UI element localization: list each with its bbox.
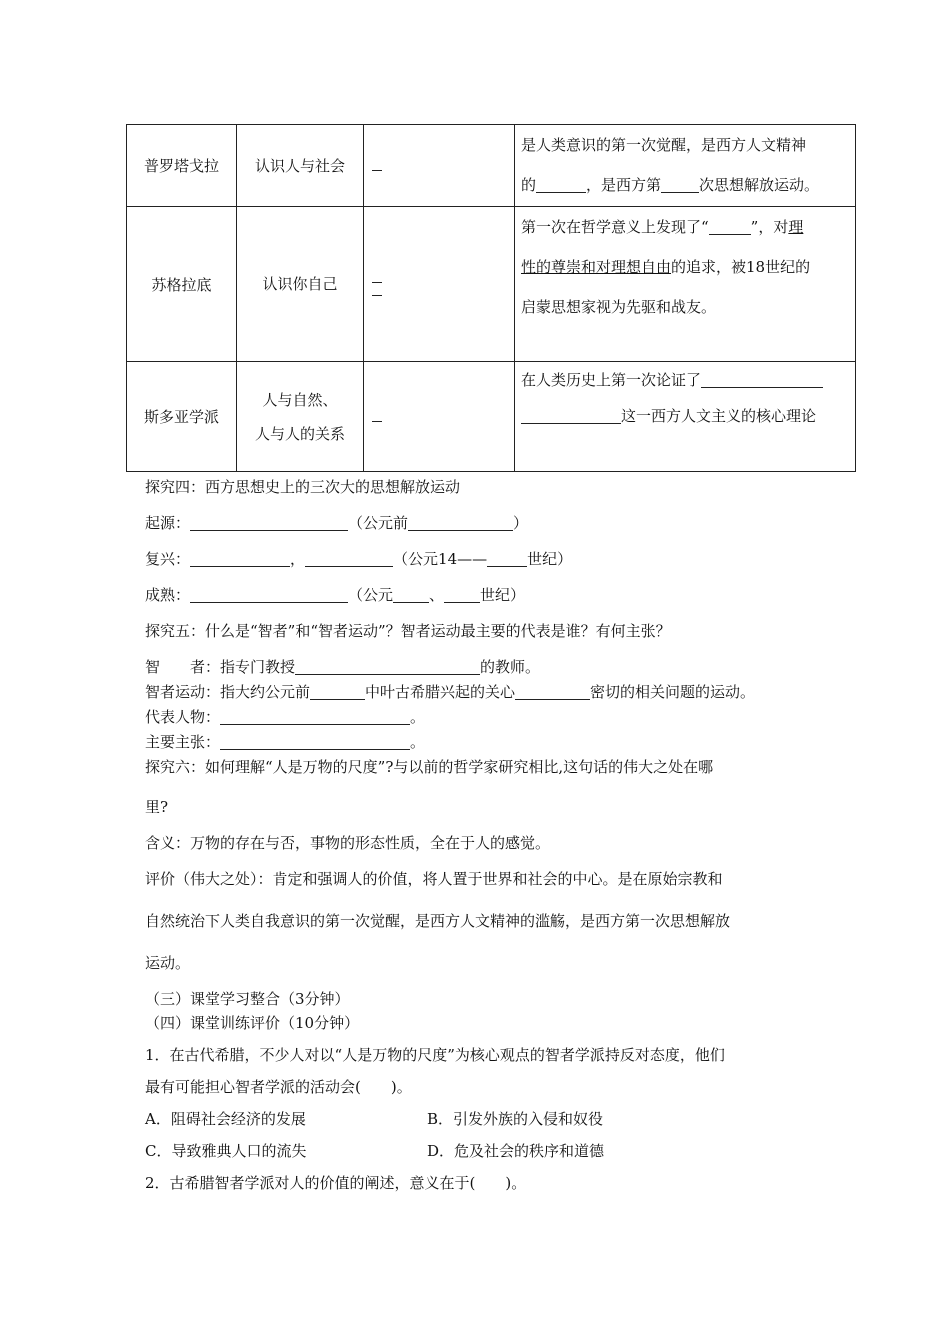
fill-blank (444, 587, 480, 603)
fill-blank (310, 684, 365, 700)
significance-cell: 第一次在哲学意义上发现了“ ”，对理 性的尊崇和对理想自由的追求，被18世纪的 启蒙思想家视为先驱和战友。 (515, 207, 856, 362)
evaluation-text: 评价（伟大之处）：肯定和强调人的价值，将人置于世界和社会的中心。是在原始宗教和 (145, 870, 723, 888)
document-page: 普罗塔戈拉 认识人与社会 是人类意识的第一次觉醒，是西方人文精神 的 ，是西方第 次思想解放运动。 苏格拉底 认识你自己 第一次在哲学意义上发现了“ ”，对理 性的尊崇和对理想自由的追求，被18世纪的 启蒙思想家视为先驱和战友。 斯多亚学派 人与自然、 人与人的关系 在人类历史上第一次论证了 这一西方人文主义的核心理论 探究四：西方思想史上的三次大的思想解放运动 起源： （公元前 ） 复兴： ， （公元14—— 世纪） 成熟： （公元 、 世纪） 探究五：什么是“智者”和“智者运动”？智者运动最主要的代表是谁？有何主张？ 智 者：指专门教授 的教师。 智者运动：指大约公元前 中叶古希腊兴起的关心 密切的相关问题的运动。 代表人物： 。 主要主张： 。 探究六：如何理解“人是万物的尺度”?与以前的哲学家研究相比,这句话的伟大之处在哪 里? 含义：万物的存在与否，事物的形态性质，全在于人的感觉。 评价（伟大之处）：肯定和强调人的价值，将人置于世界和社会的中心。是在原始宗教和 自然统治下人类自我意识的第一次觉醒，是西方人文精神的滥觞，是西方第一次思想解放 运动。 （三）课堂学习整合（3分钟） （四）课堂训练评价（10分钟） 1．在古代希腊，不少人对以“人是万物的尺度”为核心观点的智者学派持反对态度，他们 最有可能担心智者学派的活动会( )。 A．阻碍社会经济的发展 B．引发外族的入侵和奴役 C．导致雅典人口的流失 D．危及社会的秩序和道德 2．古希腊智者学派对人的价值的阐述，意义在于( )。 (0, 0, 950, 1344)
philosopher-name: 苏格拉底 (127, 207, 237, 362)
section4-title: 探究四：西方思想史上的三次大的思想解放运动 (145, 478, 461, 496)
revival-line: 复兴： ， （公元14—— 世纪） (145, 550, 573, 568)
fill-blank (661, 177, 699, 193)
significance-cell: 在人类历史上第一次论证了 这一西方人文主义的核心理论 (515, 362, 856, 472)
fill-blank (408, 515, 513, 531)
table-row (127, 125, 856, 207)
option-b: B．引发外族的入侵和奴役 (427, 1110, 604, 1128)
short-blank (372, 273, 382, 283)
section6-title: 探究六：如何理解“人是万物的尺度”?与以前的哲学家研究相比,这句话的伟大之处在哪 (145, 758, 714, 776)
fill-blank (190, 515, 348, 531)
representatives-line: 代表人物： 。 (145, 708, 426, 726)
short-blank (372, 286, 382, 296)
answer-blank-cell (364, 207, 515, 362)
table-row (127, 207, 856, 362)
fill-blank (305, 551, 393, 567)
answer-blank-cell (364, 362, 515, 472)
section5-title: 探究五：什么是“智者”和“智者运动”？智者运动最主要的代表是谁？有何主张？ (145, 622, 671, 640)
fill-blank (536, 177, 586, 193)
fill-blank (487, 551, 527, 567)
philosopher-name: 斯多亚学派 (127, 362, 237, 472)
option-d: D．危及社会的秩序和道德 (427, 1142, 605, 1160)
fill-blank (190, 587, 348, 603)
short-blank (372, 412, 382, 422)
meaning-text: 含义：万物的存在与否，事物的形态性质，全在于人的感觉。 (145, 834, 551, 852)
mature-line: 成熟： （公元 、 世纪） (145, 586, 526, 604)
fill-blank (709, 219, 751, 235)
fill-blank (701, 372, 823, 388)
answer-blank-cell (364, 125, 515, 207)
movement-definition: 智者运动：指大约公元前 中叶古希腊兴起的关心 密切的相关问题的运动。 (145, 683, 756, 701)
origin-line: 起源： （公元前 ） (145, 514, 529, 532)
philosopher-theme: 认识人与社会 (237, 125, 364, 207)
fill-blank (521, 408, 621, 424)
section-heading: （四）课堂训练评价（10分钟） (145, 1014, 360, 1032)
sophist-definition: 智 者：指专门教授 的教师。 (145, 658, 541, 676)
philosopher-name: 普罗塔戈拉 (127, 125, 237, 207)
option-a: A．阻碍社会经济的发展 (145, 1110, 306, 1128)
table-row (127, 362, 856, 472)
section-heading: （三）课堂学习整合（3分钟） (145, 990, 350, 1008)
fill-blank (515, 684, 590, 700)
fill-blank (190, 551, 290, 567)
short-blank (372, 161, 382, 171)
fill-blank (220, 734, 410, 750)
question-2: 2．古希腊智者学派对人的价值的阐述，意义在于( )。 (145, 1174, 527, 1192)
option-c: C．导致雅典人口的流失 (145, 1142, 307, 1160)
philosopher-theme: 认识你自己 (237, 207, 364, 362)
philosophers-table (126, 124, 856, 472)
fill-blank (220, 709, 410, 725)
claims-line: 主要主张： 。 (145, 733, 426, 751)
fill-blank (295, 659, 480, 675)
significance-cell: 是人类意识的第一次觉醒，是西方人文精神 的 ，是西方第 次思想解放运动。 (515, 125, 856, 207)
philosopher-theme: 人与自然、 人与人的关系 (237, 362, 364, 472)
question-1: 1．在古代希腊，不少人对以“人是万物的尺度”为核心观点的智者学派持反对态度，他们 (145, 1046, 725, 1064)
fill-blank (393, 587, 429, 603)
